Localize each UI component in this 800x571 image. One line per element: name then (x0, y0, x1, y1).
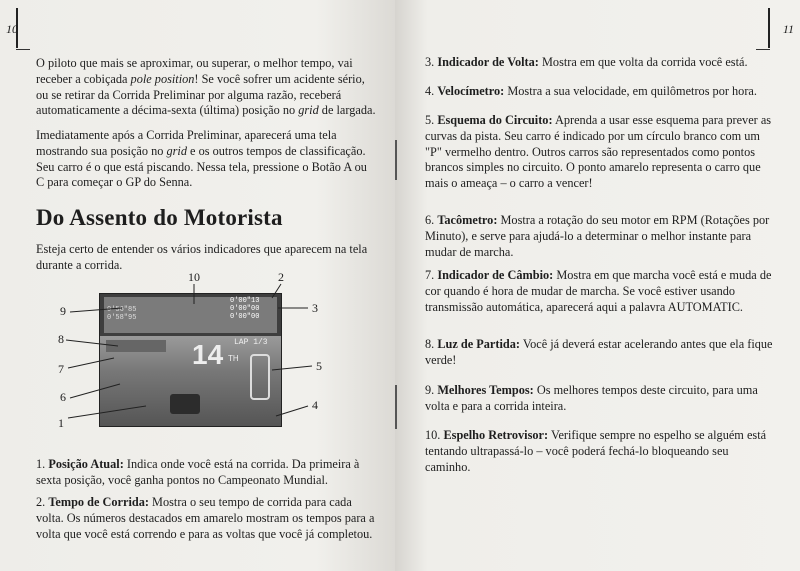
list-item (425, 84, 775, 100)
list-item (425, 213, 775, 260)
callout-5: 5 (316, 359, 322, 373)
position-suffix: TH (228, 354, 239, 363)
margin-rule-tick (756, 49, 770, 50)
item-number: 1. (36, 457, 46, 471)
lap-indicator: LAP 1/3 (234, 338, 268, 347)
binding-mark (395, 385, 397, 429)
item-text: Mostra em que volta da corrida você está. (538, 55, 748, 69)
item-title: Melhores Tempos: (437, 383, 534, 397)
item-title: Espelho Retrovisor: (443, 428, 549, 442)
left-page (0, 0, 395, 571)
item-number: 4. (425, 84, 435, 98)
list-item (425, 55, 775, 71)
item-text: Os melhores tempos deste circuito, para uma volta e para a corrida inteira. (425, 383, 758, 413)
hud-text: 0'00"00 (230, 305, 260, 313)
item-number: 8. (425, 337, 435, 351)
item-text: Indica onde você está na corrida. Da primeira à sexta posição, você ganha pontos no Campeonato Mundial. (36, 457, 360, 487)
callout-3: 3 (312, 301, 318, 315)
intro-paragraph-1 (36, 56, 376, 119)
emphasis-text: pole position (130, 71, 195, 86)
callout-lines (50, 268, 350, 448)
hud-text: 0'00"00 (230, 313, 260, 321)
position-indicator: 14 (192, 339, 224, 370)
text-run: e os outros tempos de classificação. Seu carro é o que está piscando. Nessa tela, pressione o Botão A ou C para começar o GP do Senna. (36, 143, 367, 190)
callout-4: 4 (312, 398, 318, 412)
emphasis-text: grid (298, 103, 319, 118)
item-text: Mostra a sua velocidade, em quilômetros por hora. (504, 84, 757, 98)
callout-1: 1 (58, 416, 64, 430)
callout-10: 10 (188, 270, 200, 284)
item-title: Luz de Partida: (437, 337, 520, 351)
hud-text: 0'58"95 (107, 314, 137, 322)
text-run: O piloto que mais se aproximar, ou superar, o melhor tempo, vai receber a cobiçada (36, 56, 353, 86)
item-text: Mostra em que marcha você está e muda de cor quando é hora de mudar de marcha. Se você estiver usando transmissão automática, aparecerá aqui a palavra AUTOMATIC. (425, 268, 772, 314)
list-item (425, 428, 775, 475)
list-item (425, 337, 775, 369)
item-title: Tacômetro: (437, 213, 498, 227)
item-title: Indicador de Câmbio: (437, 268, 554, 282)
callout-7: 7 (58, 362, 64, 376)
list-item (425, 268, 775, 315)
item-text: Mostra a rotação do seu motor em RPM (Rotações por Minuto), e serve para ajudá-lo a determinar o melhor instante para mudar de marcha. (425, 213, 770, 259)
page-number: 10 (6, 22, 18, 36)
item-number: 7. (425, 268, 435, 282)
list-item (36, 495, 376, 542)
text-run: Imediatamente após a Corrida Preliminar, aparecerá uma tela mostrando sua posição no (36, 128, 337, 158)
item-text: Você já deverá estar acelerando antes que ela fique verde! (425, 337, 773, 367)
binding-mark (395, 140, 397, 180)
item-title: Esquema do Circuito: (437, 113, 553, 127)
callout-2: 2 (278, 270, 284, 284)
section-heading: Do Assento do Motorista (36, 205, 283, 230)
item-text: Aprenda a usar esse esquema para prever as curvas da pista. Seu carro é indicado por um círculo branco com um "P" vermelho dentro. Outros carros são representados como pontos brancos simples no circuito. O ponto amarelo representa o carro que mais o ameaça – o carro a vencer! (425, 113, 772, 191)
intro-paragraph-2 (36, 128, 376, 191)
item-title: Tempo de Corrida: (48, 495, 149, 509)
hud-diagram (50, 268, 350, 448)
text-run: de largada. (318, 103, 376, 118)
callout-8: 8 (58, 332, 64, 346)
hud-text: 0'56"85 (107, 306, 137, 314)
page-number: 11 (782, 22, 794, 36)
list-item (425, 383, 775, 415)
item-number: 2. (36, 495, 46, 509)
item-text: Verifique sempre no espelho se alguém está tentando ultrapassá-lo – você poderá fechá-lo bloqueando seu caminho. (425, 428, 767, 474)
item-title: Posição Atual: (48, 457, 124, 471)
margin-rule-tick (16, 49, 30, 50)
item-title: Velocímetro: (437, 84, 505, 98)
item-number: 6. (425, 213, 435, 227)
callout-6: 6 (60, 390, 66, 404)
list-item (425, 113, 775, 192)
right-page (395, 0, 800, 571)
item-text: Mostra o seu tempo de corrida para cada volta. Os números destacados em amarelo mostram os tempos para a volta que você está correndo e para as voltas que você já completou. (36, 495, 375, 541)
item-number: 3. (425, 55, 435, 69)
item-number: 9. (425, 383, 435, 397)
margin-rule (768, 8, 770, 48)
text-run: ! Se você sofrer um acidente sério, ou se retirar da Corrida Preliminar por alguma razão, receberá automaticamente a décima-sexta (última) posição no (36, 71, 365, 118)
item-title: Indicador de Volta: (437, 55, 539, 69)
emphasis-text: grid (166, 143, 187, 158)
callout-9: 9 (60, 304, 66, 318)
section-intro: Esteja certo de entender os vários indicadores que aparecem na tela durante a corrida. (36, 242, 368, 272)
item-number: 5. (425, 113, 435, 127)
list-item (36, 457, 376, 489)
item-number: 10. (425, 428, 441, 442)
hud-text: 0'00"13 (230, 297, 260, 305)
